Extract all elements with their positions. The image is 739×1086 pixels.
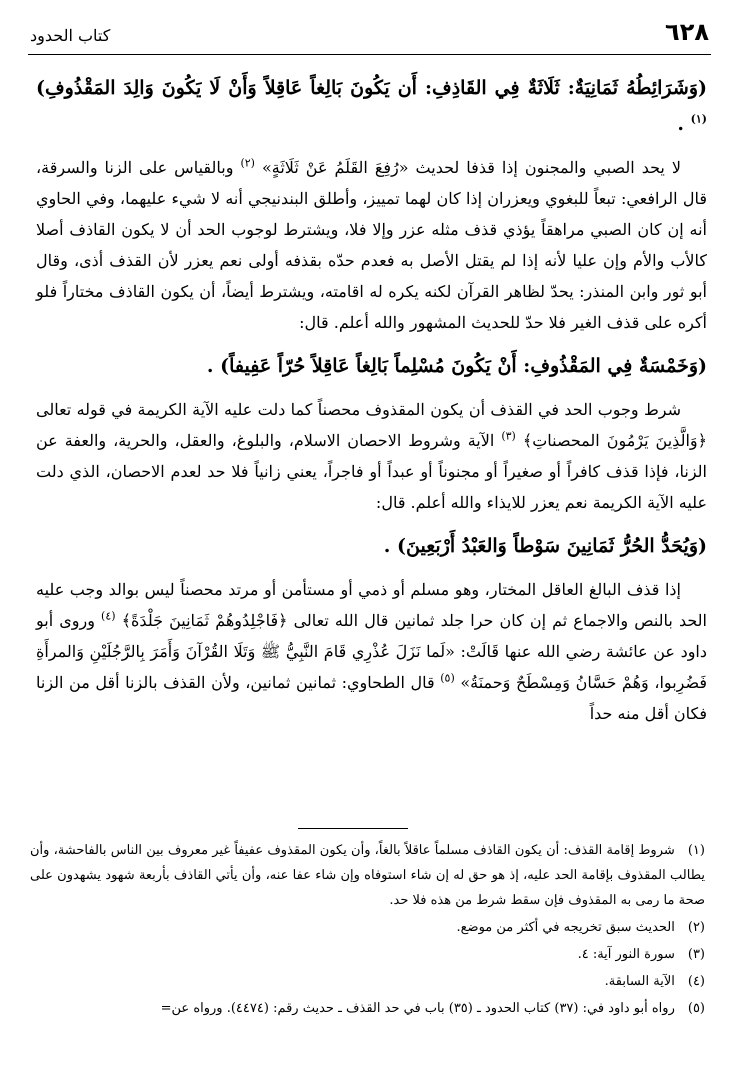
footnote-number: (٣) xyxy=(687,947,705,962)
footnote-text: شروط إقامة القذف: أن يكون القاذف مسلماً عاقلاً بالغاً، وأن يكون المقذوف عفيفاً غير معروف بين الناس بالفاحشة، وأن يطالب المقذوف بإقامة الحد عليه، إذ هو حق له إن شاء استوفاه وإن شاء عفا عنه، وأن يأتي القاذف بأربعة شهود يشهدون على صحة ما رمى به المقذوف فإن سقط شرط من هذه فلا حد. xyxy=(30,843,705,908)
footnote-number: (٤) xyxy=(687,974,705,989)
commentary-paragraph xyxy=(36,574,707,729)
footnote xyxy=(30,996,705,1021)
paragraph-text: لا يحد الصبي والمجنون إذا قذفا لحديث «رُفِعَ القَلَمُ عَنْ ثَلَاثَةٍ» xyxy=(261,158,681,177)
footnotes-divider xyxy=(298,828,408,829)
matn-paragraph xyxy=(36,528,707,564)
paragraph-text: (وَشَرَائِطُهُ ثَمَانِيَةٌ: ثَلَاثَةٌ فِي القَاذِفِ: أَن يَكُونَ بَالِغاً عَاقِلاً وَأَنْ لَا يَكُونَ وَالِدَ المَقْذُوفِ) xyxy=(36,77,707,99)
footnote xyxy=(30,838,705,913)
matn-paragraph xyxy=(36,348,707,384)
footnote-ref: (٥) xyxy=(440,671,455,685)
paragraph-tail: الآية وشروط الاحصان الاسلام، والبلوغ، والعقل، والحرية، والعفة عن الزنا، فإذا قذف كافراً أو صغيراً أو مجنوناً أو عبداً أو فاجراً، يعني زانياً فلا حد لعدم الاحصان، الذي دلت عليه الآية الكريمة نعم يعزر للايذاء والله أعلم. قال: xyxy=(36,431,707,512)
footnote-text: الآية السابقة. xyxy=(604,974,675,989)
footnote-ref: (٤) xyxy=(101,609,116,623)
footnote-ref: (١) xyxy=(690,112,707,126)
paragraph-tail: . xyxy=(206,355,214,377)
footnote-text: الحديث سبق تخريجه في أكثر من موضع. xyxy=(456,920,675,935)
paragraph-tail: وروى أبو داود عن عائشة رضي الله عنها قَالَتْ: «لَما نَزَلَ عُذْرِي قَامَ النَّبِيُّ ﷺ وَتَلَا القُرْآنَ وَأَمَرَ بِالرَّجُلَيْنِ وَالمرأَةِ فَضُرِبوا، وَهُمْ حَسَّانُ وَمِسْطَحٌ وَحمنَةُ» xyxy=(36,611,707,692)
footnotes xyxy=(30,838,705,1023)
footnote xyxy=(30,969,705,994)
footnote-text: رواه أبو داود في: (٣٧) كتاب الحدود ـ (٣٥) باب في حد القذف ـ حديث رقم: (٤٤٧٤). ورواه عن= xyxy=(160,1001,675,1016)
footnote-number: (٥) xyxy=(687,1001,705,1016)
paragraph-tail: وبالقياس على الزنا والسرقة، قال الرافعي: تبعاً للبغوي ويعزران إذا كان لهما تمييز، وأطلق البندنيجي أنه لا شيء عليهما، وفي الحاوي أنه إن كان الصبي مراهقاً يؤذي قذف مثله عزر وإلا فلا، ويشترط لوجوب الحد أن لا يكون القاذف أصلا كالأب والأم وإن عليا لأنه إذا لم يقتل الأصل به فعدم حدّه بقذفه أولى نعم يعزر لأن القذف أذى، وقال أبو ثور وابن المنذر: يحدّ لظاهر القرآن لكنه يكره له اقامته، ويشترط أيضاً، أن يكون القاذف مختاراً فلو أكره على قذف الغير فلا حدّ للحديث المشهور والله أعلم. قال: xyxy=(36,158,707,332)
paragraph-tail: . xyxy=(677,113,685,135)
footnote xyxy=(30,915,705,940)
commentary-paragraph xyxy=(36,394,707,518)
paragraph-text: إذا قذف البالغ العاقل المختار، وهو مسلم أو ذمي أو مستأمن أو مرتد محصناً ليس بوالد وجب عليه الحد بالنص والاجماع ثم إن كان حرا جلد ثمانين قال الله تعالى ﴿فَاجْلِدُوهُمْ ثَمَانِينَ جَلْدَةً﴾ xyxy=(36,580,707,630)
running-title: كتاب الحدود xyxy=(30,26,111,45)
paragraph-text: شرط وجوب الحد في القذف أن يكون المقذوف محصناً كما دلت عليه الآية الكريمة في قوله تعالى ﴿وَالَّذِينَ يَرْمُونَ المحصناتِ﴾ xyxy=(36,400,708,450)
paragraph-tail: قال الطحاوي: ثمانين ثمانين، ولأن القذف بالزنا أقل من الزنا فكان أقل منه حداً xyxy=(36,673,707,723)
matn-paragraph xyxy=(36,70,707,142)
page-header xyxy=(28,18,711,55)
page-number: ٦٢٨ xyxy=(665,18,709,46)
footnote-number: (١) xyxy=(687,843,705,858)
paragraph-text: (وَيُحَدُّ الحُرُّ ثَمَانِينَ سَوْطاً وَالعَبْدُ أَرْبَعِينَ) xyxy=(397,535,707,557)
main-text xyxy=(36,70,707,739)
footnote-number: (٢) xyxy=(687,920,705,935)
footnote-text: سورة النور آية: ٤. xyxy=(577,947,675,962)
footnote-ref: (٣) xyxy=(501,429,516,443)
paragraph-text: (وَخَمْسَةٌ فِي المَقْذُوفِ: أَنْ يَكُونَ مُسْلِماً بَالِغاً عَاقِلاً حُرّاً عَفِيفاً) xyxy=(220,355,707,377)
commentary-paragraph xyxy=(36,152,707,338)
footnote xyxy=(30,942,705,967)
paragraph-tail: . xyxy=(383,535,391,557)
footnote-ref: (٢) xyxy=(240,156,255,170)
